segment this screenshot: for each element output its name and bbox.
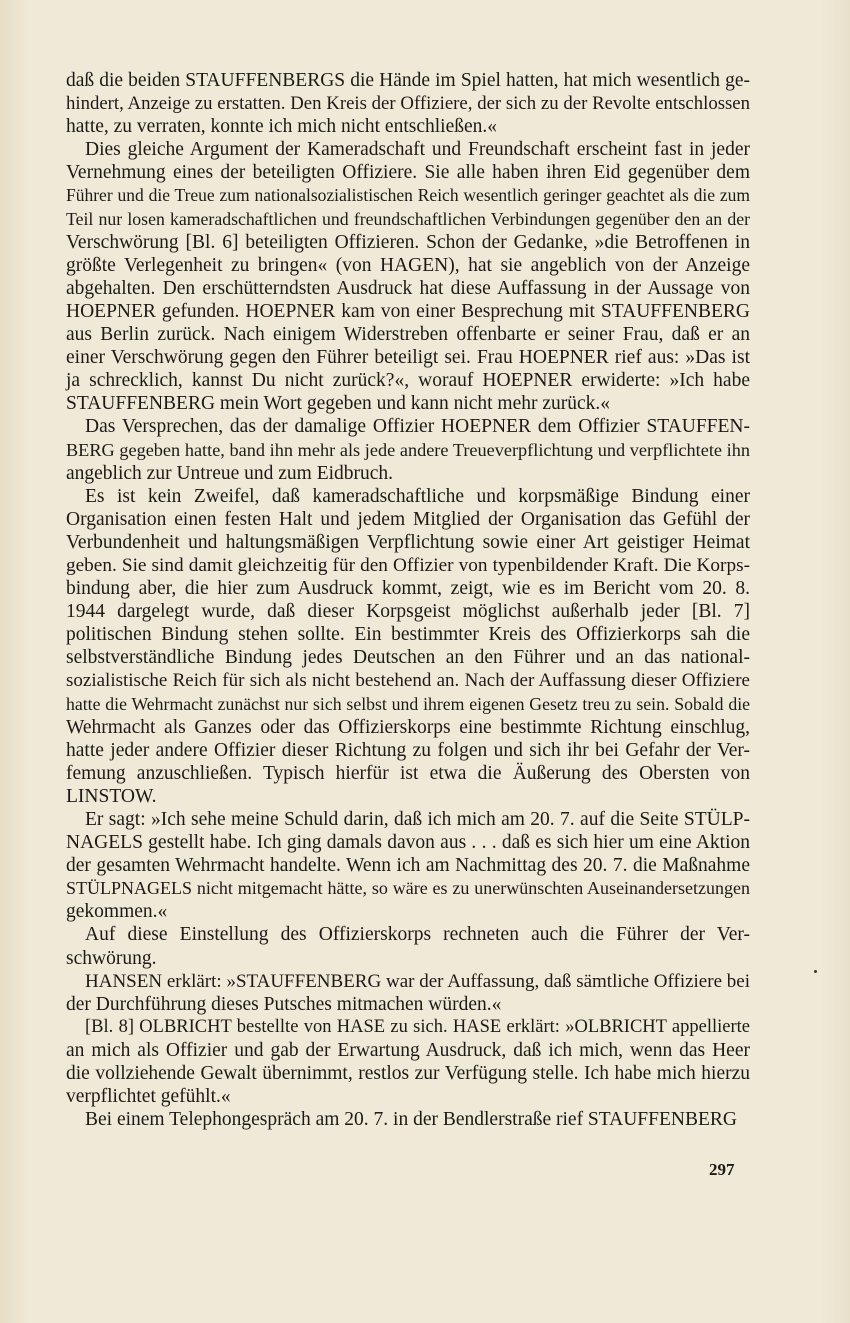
text-line: einer Verschwörung gegen den Führer beteiligt sei. Frau HOEPNER rief aus: »Das ist	[66, 347, 750, 369]
text-line: der gesamten Wehrmacht handelte. Wenn ich am Nachmittag des 20. 7. die Maßnahme	[66, 855, 750, 877]
text-line: STAUFFENBERG mein Wort gegeben und kann nicht mehr zurück.«	[66, 393, 611, 415]
body-text	[66, 69, 750, 1131]
text-line: Teil nur losen kameradschaftlichen und freundschaftlichen Verbindungen gegenüber den an der	[66, 208, 750, 229]
text-line: Wehrmacht als Ganzes oder das Offizierskorps eine bestimmte Richtung einschlug,	[66, 716, 750, 738]
paragraph	[66, 1016, 750, 1108]
text-line: daß die beiden STAUFFENBERGS die Hände im Spiel hatten, hat mich wesentlich ge-	[66, 70, 750, 91]
text-line: die vollziehende Gewalt übernimmt, restlos zur Verfügung stelle. Ich habe mich hierzu	[66, 1063, 750, 1085]
text-line: hatte die Wehrmacht zunächst nur sich selbst und ihrem eigenen Gesetz treu zu sein. Sobald die	[66, 693, 750, 714]
text-line: Führer und die Treue zum nationalsozialistischen Reich wesentlich geringer geachtet als die zum	[66, 185, 750, 206]
text-line: hatte, zu verraten, konnte ich mich nicht entschließen.«	[66, 116, 498, 138]
text-line: bindung aber, die hier zum Ausdruck kommt, zeigt, wie es im Bericht vom 20. 8.	[66, 578, 750, 600]
text-line: Bei einem Telephongespräch am 20. 7. in der Bendlerstraße rief STAUFFENBERG	[85, 1109, 737, 1131]
text-line: ja schrecklich, kannst Du nicht zurück?«, worauf HOEPNER erwiderte: »Ich habe	[66, 370, 750, 392]
text-line: größte Verlegenheit zu bringen« (von HAGEN), hat sie angeblich von der Anzeige	[66, 254, 750, 276]
paragraph	[66, 923, 750, 969]
text-line: Verschwörung [Bl. 6] beteiligten Offizieren. Schon der Gedanke, »die Betroffenen in	[66, 231, 750, 253]
text-line: Vernehmung eines der beteiligten Offiziere. Sie alle haben ihren Eid gegenüber dem	[66, 162, 750, 184]
text-line: Verbundenheit und haltungsmäßigen Verpflichtung sowie einer Art geistiger Heimat	[66, 531, 750, 553]
text-line: aus Berlin zurück. Nach einigem Widerstreben offenbarte er seiner Frau, daß er an	[66, 324, 750, 346]
text-line: femung anzuschließen. Typisch hierfür ist etwa die Äußerung des Obersten von	[66, 762, 750, 784]
text-line: LINSTOW.	[66, 785, 157, 807]
text-line: hatte jeder andere Offizier dieser Richtung zu folgen und sich ihr bei Gefahr der Ver-	[66, 739, 750, 761]
text-line: an mich als Offizier und gab der Erwartung Ausdruck, daß ich mich, wenn das Heer	[66, 1039, 750, 1061]
text-line: sozialistische Reich für sich als nicht bestehend an. Nach der Auffassung dieser Offiziere	[66, 670, 750, 692]
text-line: geben. Sie sind damit gleichzeitig für den Offizier von typenbildender Kraft. Die Korps-	[66, 554, 750, 576]
paragraph	[66, 69, 750, 138]
text-line: Organisation einen festen Halt und jedem Mitglied der Organisation das Gefühl der	[66, 508, 750, 530]
paragraph	[66, 808, 750, 923]
text-line: Auf diese Einstellung des Offizierskorps rechneten auch die Führer der Ver-	[85, 924, 750, 946]
text-line: angeblich zur Untreue und zum Eidbruch.	[66, 462, 394, 484]
paragraph	[66, 485, 750, 808]
text-line: schwörung.	[66, 947, 157, 969]
text-line: politischen Bindung stehen sollte. Ein bestimmter Kreis des Offizierkorps sah die	[66, 624, 750, 646]
page-number: 297	[709, 1160, 735, 1179]
text-line: Dies gleiche Argument der Kameradschaft und Freundschaft erscheint fast in jeder	[85, 139, 750, 161]
text-line: Es ist kein Zweifel, daß kameradschaftliche und korpsmäßige Bindung einer	[85, 485, 750, 507]
paragraph	[66, 1108, 750, 1131]
text-line: NAGELS gestellt habe. Ich ging damals davon aus . . . daß es sich hier um eine Aktion	[66, 832, 750, 854]
paragraph	[66, 970, 750, 1016]
ink-speck	[814, 970, 817, 973]
paragraph	[66, 415, 750, 484]
text-line: HOEPNER gefunden. HOEPNER kam von einer Besprechung mit STAUFFENBERG	[66, 300, 750, 322]
text-line: hindert, Anzeige zu erstatten. Den Kreis der Offiziere, der sich zu der Revolte entschlossen	[66, 93, 750, 115]
text-line: BERG gegeben hatte, band ihn mehr als jede andere Treueverpflichtung und verpflichtete ihn	[66, 439, 750, 460]
text-line: abgehalten. Den erschütterndsten Ausdruck hat diese Auffassung in der Aussage von	[66, 277, 750, 299]
text-line: [Bl. 8] OLBRICHT bestellte von HASE zu sich. HASE erklärt: »OLBRICHT appellierte	[85, 1016, 750, 1037]
text-line: STÜLPNAGELS nicht mitgemacht hätte, so wäre es zu unerwünschten Auseinandersetzungen	[66, 878, 750, 899]
paragraph	[66, 138, 750, 415]
text-line: HANSEN erklärt: »STAUFFENBERG war der Auffassung, daß sämtliche Offiziere bei	[85, 970, 750, 992]
text-line: Er sagt: »Ich sehe meine Schuld darin, daß ich mich am 20. 7. auf die Seite STÜLP-	[85, 809, 750, 830]
text-line: selbstverständliche Bindung jedes Deutschen an den Führer und an das national-	[66, 647, 750, 669]
text-line: Das Versprechen, das der damalige Offizier HOEPNER dem Offizier STAUFFEN-	[85, 416, 750, 438]
text-line: der Durchführung dieses Putsches mitmachen würden.«	[66, 993, 502, 1015]
text-line: gekommen.«	[66, 901, 168, 923]
text-line: verpflichtet gefühlt.«	[66, 1086, 231, 1108]
text-line: 1944 dargelegt wurde, daß dieser Korpsgeist möglichst außerhalb jeder [Bl. 7]	[66, 601, 750, 623]
